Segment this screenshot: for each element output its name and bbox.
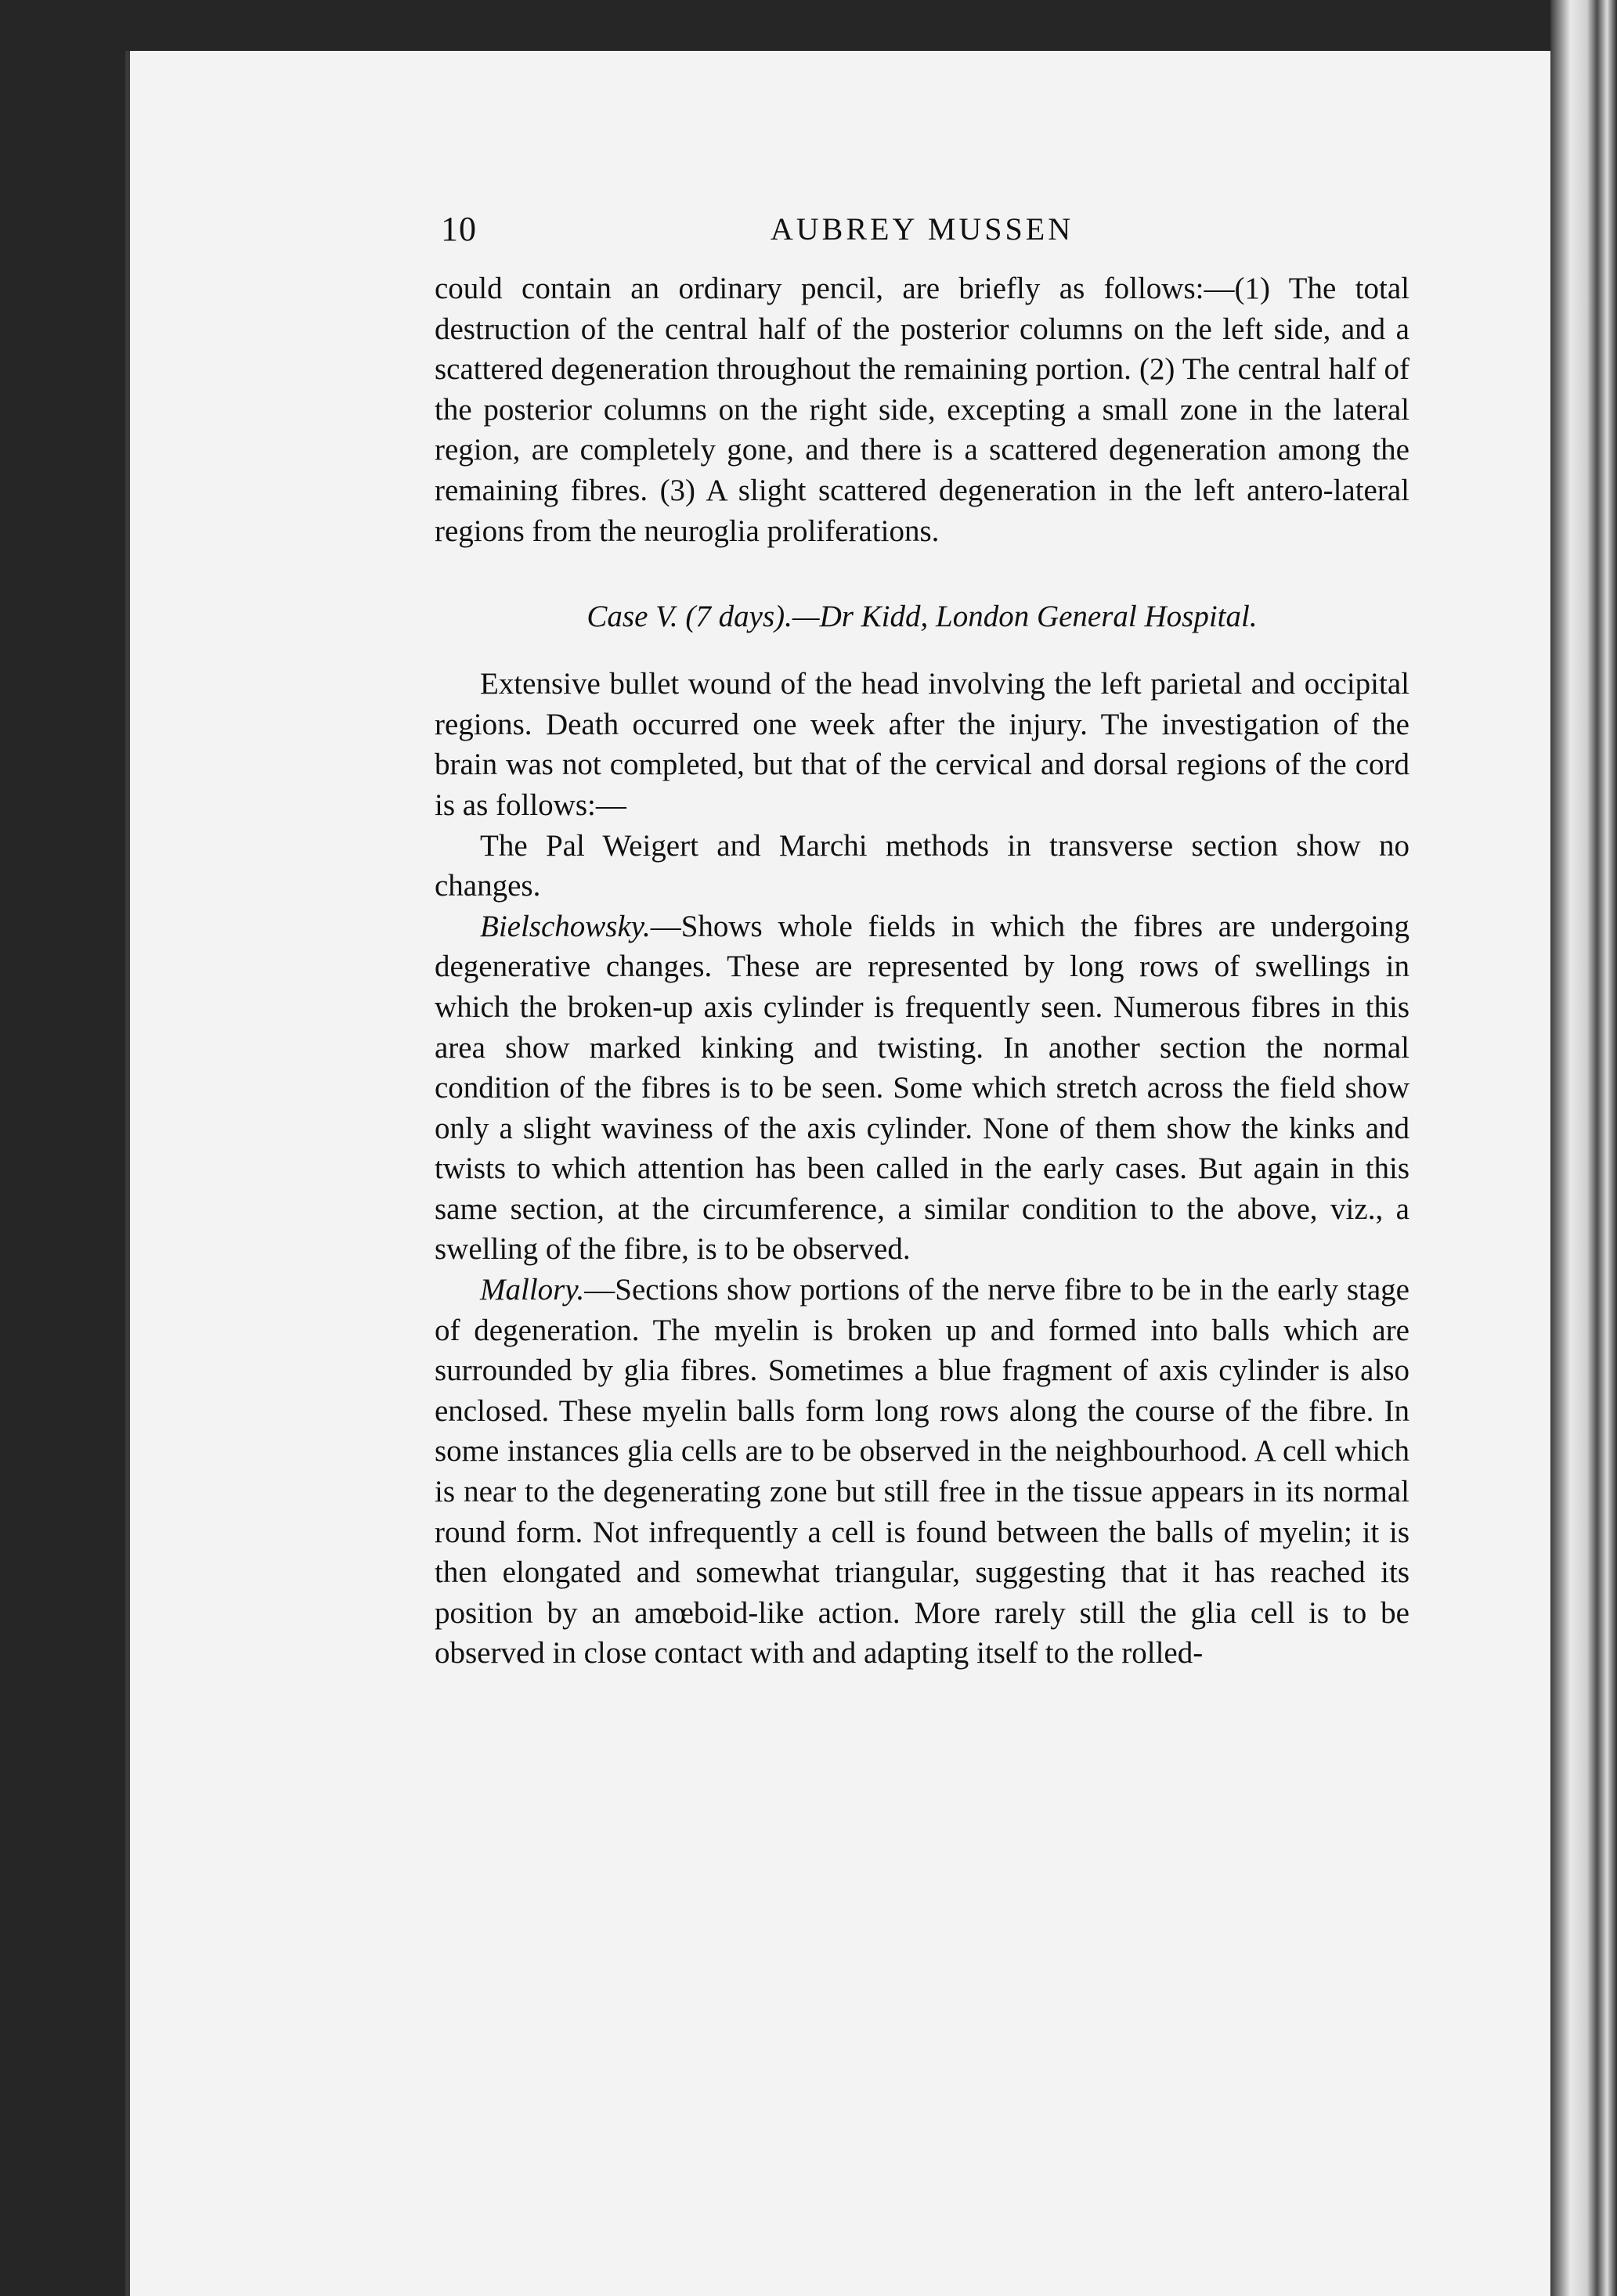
case-heading: Case V. (7 days).—Dr Kidd, London General Hospital. (587, 600, 1258, 634)
mallory-label: Mallory. (480, 1273, 585, 1307)
bielschowsky-label: Bielschowsky. (480, 909, 651, 943)
paragraph-pal-weigert: The Pal Weigert and Marchi methods in transverse section show no changes. (435, 828, 1409, 903)
paragraph-mallory (435, 1270, 1409, 1674)
page-header (435, 200, 1409, 254)
page-number: 10 (441, 210, 477, 248)
mallory-text: —Sections show portions of the nerve fibre to be in the early stage of degeneration. The myelin is broken up and formed into balls which are surrounded by glia fibres. Sometimes a blue fragment of axis cylinder is also enclosed. These myelin balls form long rows along the course of the fibre. In some instances glia cells are to be observed in the neighbourhood. A cell which is near to the degenerating zone but still free in the tissue appears in its normal round form. Not infrequently a cell is found between the balls of myelin; it is then elongated and somewhat triangular, suggesting that it has reached its position by an amœboid-like action. More rarely still the glia cell is to be observed in close contact with and adapting itself to the rolled- (435, 1273, 1409, 1671)
adjacent-page-edge (1550, 0, 1617, 2296)
paragraph-bielschowsky (435, 907, 1409, 1270)
paragraph-findings: could contain an ordinary pencil, are briefly as follows:—(1) The total destruction of the central half of the posterior columns on the left side, and a scattered degeneration throughout the remaining portion. (2) The central half of the posterior columns on the right side, excepting a small zone in the lateral region, are completely gone, and there is a scattered degeneration among the remaining fibres. (3) A slight scattered degeneration in the left antero-lateral regions from the neuroglia proliferations. (435, 272, 1409, 548)
bielschowsky-text: —Shows whole fields in which the fibres are undergoing degenerative changes. These are represented by long rows of swellings in which the broken-up axis cylinder is frequently seen. Numerous fibres in this area show marked kinking and twisting. In another section the normal condition of the fibres is to be seen. Some which stretch across the field show only a slight waviness of the axis cylinder. None of them show the kinks and twists to which attention has been called in the early cases. But again in this same section, at the circumference, a similar condition to the above, viz., a swelling of the fibre, is to be observed. (435, 909, 1409, 1267)
running-head: AUBREY MUSSEN (770, 211, 1074, 247)
paragraph-case-history: Extensive bullet wound of the head involving the left parietal and occipital regions. Death occurred one week after the injury. The investigation of the brain was not completed, but that of the cervical and dorsal regions of the cord is as follows:— (435, 667, 1409, 822)
page-content (435, 200, 1409, 1674)
